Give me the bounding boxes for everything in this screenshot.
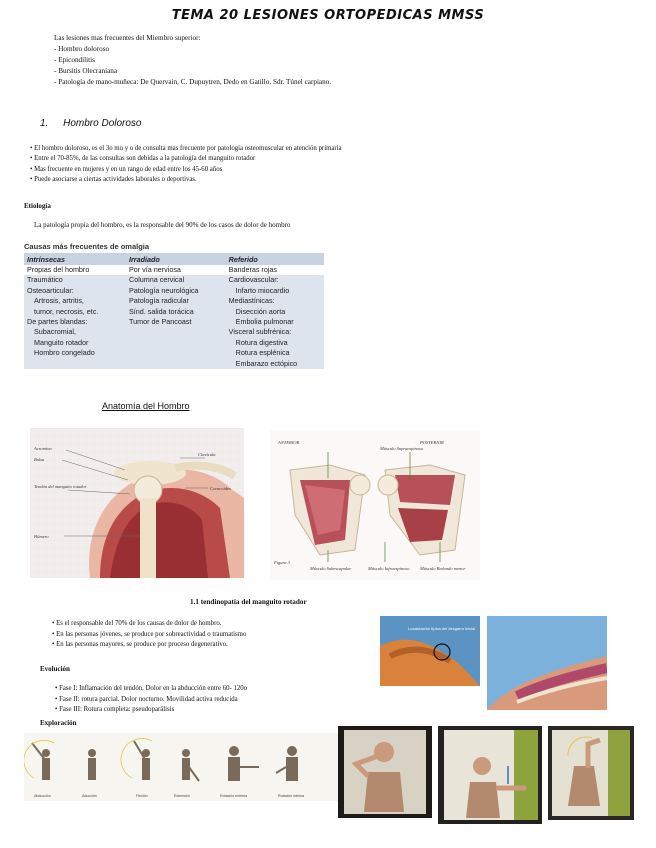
exploracion-heading: Exploración: [40, 719, 77, 727]
label-posterior: POSTERIOR: [420, 440, 444, 445]
table-cell-line: Mediastínicas:: [228, 296, 275, 306]
exploration-photo-1-svg: [338, 726, 432, 818]
caption-flexion: Flexión: [136, 794, 148, 798]
evolucion-heading: Evolución: [40, 665, 70, 673]
caption-rot-ext: Rotación externa: [220, 794, 248, 798]
subsection-bullets: [52, 619, 246, 651]
bullet-item: • Mas frecuente en mujeres y en un rango de edad entre los 45-60 años: [30, 165, 223, 173]
table-header: Referido: [226, 253, 324, 265]
page-title: TEMA 20 LESIONES ORTOPEDICAS MMSS: [171, 8, 485, 23]
intro-item: - Hombro doloroso: [54, 45, 110, 53]
section-heading: [40, 118, 142, 129]
phase-item: • Fase II: rotura parcial. Dolor nocturno. Movilidad activa reducida: [55, 695, 238, 703]
table-header: Irradiado: [126, 253, 226, 265]
table-cell-line: Subacromial,: [34, 327, 76, 337]
exploration-figures-svg: [24, 733, 340, 801]
bullet-item: • Es el responsable del 70% de los causas de dolor de hombro.: [52, 620, 222, 627]
table-cell-line: Disección aorta: [235, 306, 286, 316]
label-supraespinoso: Músculo Supraespinoso: [380, 446, 424, 451]
table-cell-line: tumor, necrosis, etc.: [34, 306, 99, 316]
table-cell-line: Patología neurológica: [129, 285, 199, 295]
rotator-cuff-muscles-illustration: [270, 430, 480, 580]
label-acromion: Acromion: [34, 446, 52, 451]
table-cell: Banderas rojas: [226, 265, 324, 275]
table-title: Causas más frecuentes de omalgia: [24, 242, 150, 251]
section-bullets: [30, 144, 342, 186]
table-cell-line: Tumor de Pancoast: [129, 317, 192, 327]
table-cell: Por vía nerviosa: [126, 265, 226, 275]
anatomy-title: Anatomía del Hombro: [102, 401, 190, 411]
table-cell-line: Infarto miocardio: [235, 285, 290, 295]
intro-item: - Patología de mano-muñeca: De Quervain, C. Dupuytren, Dedo en Gatillo, Sdr. Túnel carpiano.: [54, 78, 332, 86]
intro-block: [54, 33, 331, 88]
table-cell-line: Artrosis, artritis,: [34, 296, 84, 306]
table-cell-line: De partes blandas:: [27, 317, 88, 327]
caption-extension: Extensión: [174, 794, 190, 798]
table-header: Intrínsecas: [24, 253, 126, 265]
table-cell-line: Columna cervical: [129, 275, 185, 285]
section-title: Hombro Doloroso: [63, 118, 142, 129]
intro-item: - Bursitis Olecraniana: [54, 67, 118, 75]
tendon-detail-image: [487, 616, 607, 710]
table-cell-line: Rotura esplénica: [235, 348, 290, 358]
causes-table: [24, 253, 324, 369]
table-cell: Propias del hombro: [24, 265, 126, 275]
etiologia-text: La patología propia del hombro, es la responsable del 90% de los casos de dolor de hombro: [34, 221, 291, 229]
table-col-referido: [226, 275, 324, 369]
phase-item: • Fase I: Inflamación del tendón. Dolor en la abducción entre 60- 120o: [55, 685, 248, 692]
label-humero: Húmero: [34, 534, 49, 539]
label-clavicula: Clavícula: [198, 452, 216, 457]
label-coracoides: Coracoides: [210, 486, 231, 491]
bullet-item: • En las personas jóvenes, se produce por sobreactividad o traumatismo: [52, 630, 247, 638]
exploration-photo-3-svg: [548, 726, 634, 820]
caption-aduccion: Aducción: [82, 794, 97, 798]
exploration-figures: [24, 733, 340, 801]
caption-abduccion: Abducción: [34, 794, 51, 798]
subsection-title: 1.1 tendinopatía del manguito rotador: [190, 598, 307, 606]
label-infraespinoso: Músculo Infraespinoso: [368, 566, 410, 571]
table-cell-line: Osteoarticular:: [27, 285, 74, 295]
rotator-cuff-svg: [270, 430, 480, 580]
shoulder-anatomy-svg: [30, 428, 244, 578]
tear-location-svg: [380, 616, 480, 686]
table-col-irradiado: [126, 275, 226, 369]
table-cell-line: Manguito rotador: [34, 337, 89, 347]
label-tendon: Tendón del manguito rotador: [34, 484, 87, 489]
label-subescapular: Músculo Subescapular: [310, 566, 352, 571]
table-cell-line: Embolia pulmonar: [235, 317, 294, 327]
caption-rot-int: Rotación interna: [278, 794, 305, 798]
label-anterior: ANTERIOR: [278, 440, 300, 445]
exploration-photo-3: [548, 726, 634, 820]
exploration-photo-2: [438, 726, 542, 824]
table-col-intrinsecas: [24, 275, 126, 369]
table-cell-line: Cardiovascular:: [228, 275, 279, 285]
table-cell-line: Traumático: [27, 275, 63, 285]
table-cell-line: Patología radicular: [129, 296, 189, 306]
evolucion-list: [55, 684, 247, 716]
causes-table-block: [24, 242, 324, 369]
shoulder-anatomy-illustration: [30, 428, 244, 578]
bullet-item: • El hombro doloroso, es el 3o mo y o de consulta mas frecuente por patologia osteomuscular en atención primaria: [30, 145, 342, 152]
exploration-photo-2-svg: [438, 726, 542, 824]
label-bolsa: Bolsa: [34, 457, 45, 462]
intro-lead: Las lesiones mas frecuentes del Miembro superior:: [54, 34, 201, 42]
table-cell-line: Hombro congelado: [34, 348, 95, 358]
label-figura: Figura 3: [274, 560, 290, 565]
tear-callout: Localización típica del desgarro inicial: [408, 626, 476, 631]
exploration-photo-1: [338, 726, 432, 818]
table-cell-line: Rotura digestiva: [235, 337, 288, 347]
section-number: 1.: [40, 118, 49, 129]
bullet-item: • Entre el 70-85%, de las consultas son debidas a la patología del manguito rotador: [30, 155, 256, 163]
label-redondo-menor: Músculo Redondo menor: [420, 566, 466, 571]
table-cell-line: Embarazo ectópico: [235, 358, 298, 368]
tear-location-image: [380, 616, 480, 686]
intro-item: - Epicondilitis: [54, 56, 95, 64]
bullet-item: • En las personas mayores, se produce por proceso degenerativo.: [52, 641, 228, 648]
bullet-item: • Puede asociarse a ciertas actividades laborales o deportivas.: [30, 176, 197, 184]
table-cell-line: Visceral subfrénica:: [228, 327, 292, 337]
tendon-detail-svg: [487, 616, 607, 710]
phase-item: • Fase III: Rotura completa: pseudoparálisis: [55, 706, 175, 713]
table-cell-line: Sínd. salida torácica: [129, 306, 194, 316]
etiologia-heading: Etiología: [24, 202, 51, 210]
